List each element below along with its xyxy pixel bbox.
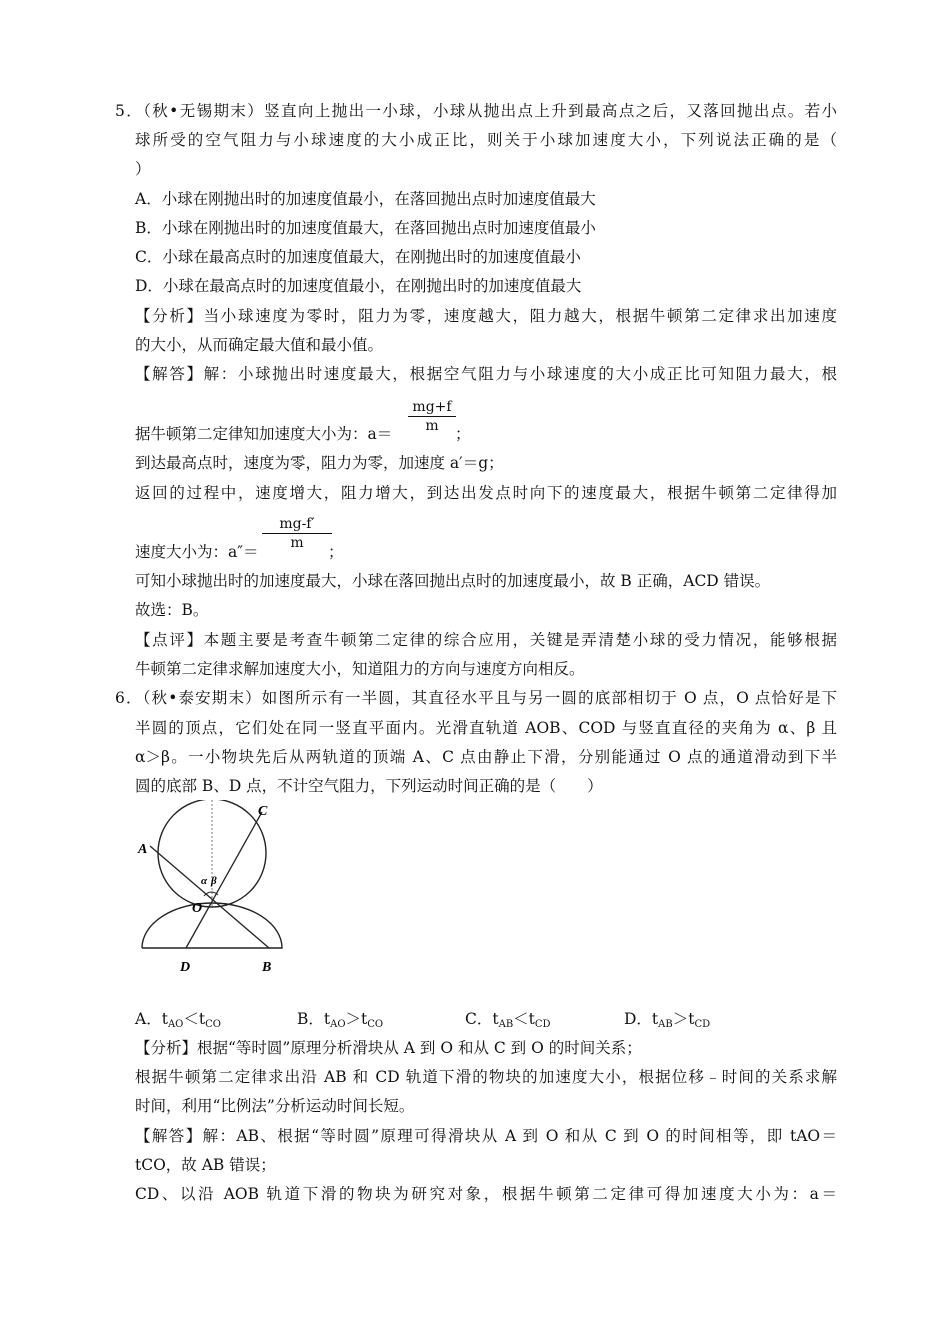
q5-option-b: B．小球在刚抛出时的加速度值最大，在落回抛出点时加速度值最小: [135, 219, 596, 237]
option-relation: ＜t: [183, 1010, 206, 1028]
q6-stem-line4: 圆的底部 B、D 点，不计空气阻力，下列运动时间正确的是（ ）: [135, 777, 603, 795]
circle-diagram-figure: [134, 800, 294, 980]
q6-option-a: [135, 1009, 221, 1035]
label-a: A: [138, 842, 148, 857]
q5-analysis-line1: 【分析】当小球速度为零时，阻力为零，速度越大，阻力越大，根据牛顿第二定律求出加速度: [135, 307, 837, 325]
option-prefix: B．t: [297, 1010, 331, 1028]
label-alpha: α: [201, 875, 208, 887]
formula-a2-numerator: mg-f′: [262, 515, 332, 534]
q5-solution-line6: 可知小球抛出时的加速度最大，小球在落回抛出点时的加速度最小，故 B 正确，ACD 错误。: [135, 572, 771, 590]
q6-solution-line3: CD、以沿 AOB 轨道下滑的物块为研究对象，根据牛顿第二定律可得加速度大小为：a＝: [135, 1185, 837, 1203]
q5-stem-line1: 5．（秋•无锡期末）竖直向上抛出一小球，小球从抛出点上升到最高点之后，又落回抛出点。若小: [115, 102, 837, 120]
q5-solution-line5-end: ；: [328, 543, 344, 561]
q6-analysis-line2: 根据牛顿第二定律求出沿 AB 和 CD 轨道下滑的物块的加速度大小，根据位移﹣时间的关系求解: [135, 1068, 837, 1086]
formula-a-numerator: mg+f: [408, 398, 456, 417]
q5-solution-line7: 故选：B。: [135, 601, 209, 619]
option-prefix: A．t: [135, 1010, 168, 1028]
option-sub1: AO: [167, 1019, 184, 1030]
option-sub2: CO: [205, 1019, 221, 1030]
q5-solution-line2-end: ；: [455, 425, 471, 443]
q5-solution-line5: 速度大小为：a″＝: [135, 543, 259, 561]
option-sub2: CD: [534, 1019, 551, 1030]
q6-stem-line3: α＞β。一小物块先后从两轨道的顶端 A、C 点由静止下滑，分别能通过 O 点的通道滑动到下半: [135, 748, 837, 766]
option-sub1: AB: [658, 1019, 673, 1030]
option-sub2: CO: [367, 1019, 384, 1030]
q6-stem-line2: 半圆的顶点，它们处在同一竖直平面内。光滑直轨道 AOB、COD 与竖直直径的夹角为 α、β 且: [135, 719, 837, 737]
q6-analysis-line1: 【分析】根据“等时圆”原理分析滑块从 A 到 O 和从 C 到 O 的时间关系；: [135, 1039, 642, 1057]
label-b: B: [262, 960, 272, 975]
q5-option-c: C．小球在最高点时的加速度值最大，在刚抛出时的加速度值最小: [135, 248, 581, 266]
q5-analysis-line2: 的大小，从而确定最大值和最小值。: [135, 336, 384, 354]
q5-stem-line3: ）: [135, 160, 151, 178]
q6-stem-line1: 6．（秋•泰安期末）如图所示有一半圆，其直径水平且与另一圆的底部相切于 O 点，O 点恰好是下: [115, 689, 837, 707]
option-relation: ＞t: [345, 1010, 368, 1028]
q6-analysis-line3: 时间，利用“比例法”分析运动时间长短。: [135, 1097, 415, 1115]
option-sub2: CD: [694, 1019, 711, 1030]
formula-a-denominator: m: [425, 418, 439, 434]
option-sub1: AB: [498, 1019, 514, 1030]
q5-stem-line2: 球所受的空气阻力与小球速度的大小成正比，则关于小球加速度大小，下列说法正确的是（: [135, 131, 837, 149]
q5-solution-line1: 【解答】解：小球抛出时速度最大，根据空气阻力与小球速度的大小成正比可知阻力最大，根: [135, 365, 837, 383]
q5-solution-line2: 据牛顿第二定律知加速度大小为：a＝: [135, 425, 393, 443]
q5-option-a: A．小球在刚抛出时的加速度值最小，在落回抛出点时加速度值最大: [135, 190, 596, 208]
option-sub1: AO: [330, 1019, 346, 1030]
formula-a2-denominator: m: [290, 535, 304, 551]
q6-option-d: [624, 1009, 710, 1035]
option-prefix: D．t: [624, 1010, 659, 1028]
label-c: C: [258, 804, 268, 819]
q5-comment-line1: 【点评】本题主要是考查牛顿第二定律的综合应用，关键是弄清楚小球的受力情况，能够根据: [135, 631, 837, 649]
label-o: O: [192, 901, 203, 916]
q5-option-d: D．小球在最高点时的加速度值最小，在刚抛出时的加速度值最大: [135, 277, 582, 295]
option-relation: ＞t: [672, 1010, 695, 1028]
q5-comment-line2: 牛顿第二定律求解加速度大小，知道阻力的方向与速度方向相反。: [135, 660, 585, 678]
track-cod: [186, 812, 262, 948]
option-prefix: C．t: [465, 1010, 499, 1028]
q5-solution-line4: 返回的过程中，速度增大，阻力增大，到达出发点时向下的速度最大，根据牛顿第二定律得加: [135, 484, 837, 502]
label-beta: β: [211, 875, 217, 887]
q5-solution-line3: 到达最高点时，速度为零，阻力为零，加速度 a′＝g；: [135, 454, 504, 472]
formula-a-fraction: [408, 398, 456, 435]
q6-solution-line1: 【解答】解：AB、根据“等时圆”原理可得滑块从 A 到 O 和从 C 到 O 的时间相等，即 tAO＝: [135, 1127, 837, 1145]
q6-option-b: [297, 1009, 383, 1035]
option-relation: ＜t: [513, 1010, 535, 1028]
label-d: D: [180, 960, 191, 975]
track-aob: [150, 846, 269, 948]
formula-a2-fraction: [262, 515, 332, 552]
q6-option-c: [465, 1009, 551, 1035]
q6-solution-line2: tCO，故 AB 错误；: [135, 1156, 276, 1174]
